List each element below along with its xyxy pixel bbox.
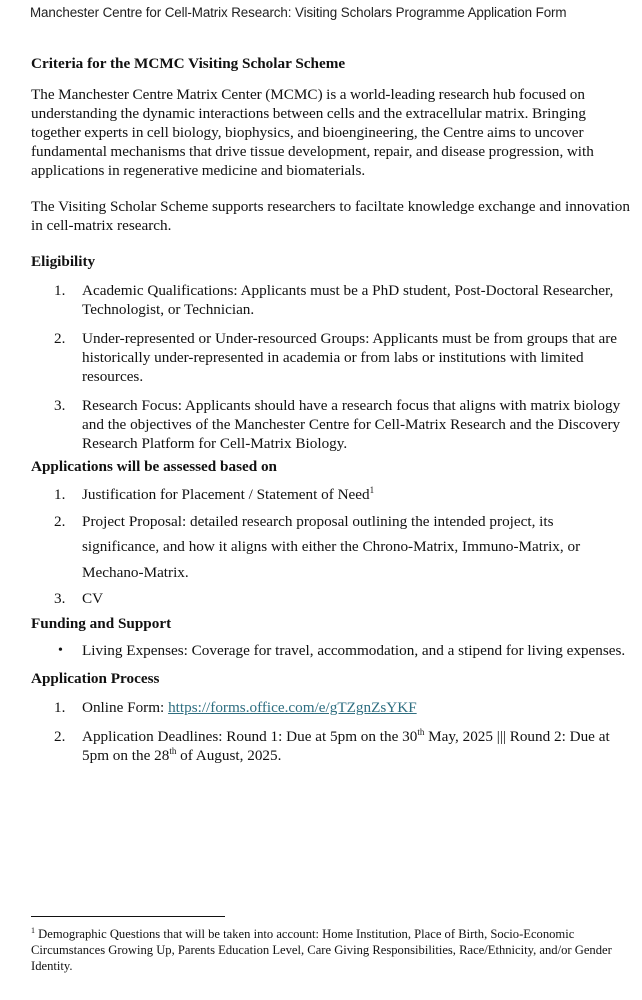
list-number: 1. xyxy=(54,698,66,716)
assessment-list xyxy=(31,482,631,612)
eligibility-item-text: Under-represented or Under-resourced Groups: Applicants must be from groups that are historically under-represented in academia or from labs or institutions with limited resources. xyxy=(82,330,618,385)
eligibility-heading: Eligibility xyxy=(31,253,96,270)
list-number: 3. xyxy=(54,397,66,414)
footnote-reference[interactable]: 1 xyxy=(369,485,375,495)
assessment-item-text: CV xyxy=(82,590,104,607)
eligibility-item-text: Research Focus: Applicants should have a research focus that aligns with matrix biology and the objectives of the Manchester Centre for Cell-Matrix Research and the Discovery Research Platform for Cell-Matrix Biology. xyxy=(82,397,621,452)
list-number: 2. xyxy=(54,330,66,347)
funding-heading: Funding and Support xyxy=(31,614,172,632)
list-number: 2. xyxy=(54,512,66,530)
eligibility-list xyxy=(31,281,631,453)
process-list xyxy=(31,698,631,765)
assessment-item xyxy=(31,482,631,508)
criteria-heading: Criteria for the MCMC Visiting Scholar Scheme xyxy=(31,55,346,72)
assessment-item xyxy=(31,586,631,612)
document-header-title: Manchester Centre for Cell-Matrix Research: Visiting Scholars Programme Application Form xyxy=(30,5,567,20)
online-form-label: Online Form: xyxy=(82,698,169,716)
intro-paragraph: The Manchester Centre Matrix Center (MCMC) is a world-leading research hub focused on understanding the dynamic interactions between cells and the extracellular matrix. Bringing together experts in cell biology, biophysics, and bioengineering, the Centre aims to uncover fundamental mechanisms that drive tissue development, repair, and disease progression, with applications in regenerative medicine and biomaterials. xyxy=(31,86,594,179)
assessment-item-text: Justification for Placement / Statement of Need xyxy=(82,486,370,503)
funding-list xyxy=(31,641,631,660)
eligibility-item xyxy=(31,329,631,386)
list-number: 1. xyxy=(54,282,66,299)
assessment-heading: Applications will be assessed based on xyxy=(31,458,278,475)
funding-item xyxy=(31,641,631,660)
deadline-text-part1: Application Deadlines: Round 1: Due at 5pm on the 30 xyxy=(82,727,418,745)
online-form-link[interactable]: https://forms.office.com/e/gTZgnZsYKF xyxy=(168,698,417,716)
footnote xyxy=(31,926,631,974)
funding-item-text: Living Expenses: Coverage for travel, accommodation, and a stipend for living expenses. xyxy=(82,641,626,659)
eligibility-item xyxy=(31,396,631,453)
process-item xyxy=(31,727,631,765)
list-number: 3. xyxy=(54,590,66,607)
assessment-item-text: Project Proposal: detailed research proposal outlining the intended project, its significance, and how it aligns with either the Chrono-Matrix, Immuno-Matrix, or Mechano-Matrix. xyxy=(82,512,581,581)
footnote-separator xyxy=(31,916,225,917)
footnote-marker: 1 xyxy=(31,926,35,935)
footnote-text: Demographic Questions that will be taken into account: Home Institution, Place of Birth, Socio-Economic Circumstances Growing Up, Parents Education Level, Care Giving Responsibilities, Race/Ethnicity, and/or Gender Identity. xyxy=(31,927,612,973)
ordinal-suffix: th xyxy=(169,745,177,756)
list-number: 1. xyxy=(54,486,66,503)
process-item xyxy=(31,698,631,717)
deadline-text-part2: May, 2025 ||| Round 2: Due at 5pm on the 28 xyxy=(82,727,610,764)
ordinal-suffix: th xyxy=(417,726,425,737)
deadline-text-part3: of August, 2025. xyxy=(176,746,282,764)
assessment-item xyxy=(31,509,631,586)
eligibility-item xyxy=(31,281,631,319)
eligibility-item-text: Academic Qualifications: Applicants must be a PhD student, Post-Doctoral Researcher, Technologist, or Technician. xyxy=(82,282,614,318)
bullet-icon: • xyxy=(58,642,63,658)
scheme-paragraph: The Visiting Scholar Scheme supports researchers to faciltate knowledge exchange and innovation in cell-matrix research. xyxy=(31,198,630,234)
list-number: 2. xyxy=(54,727,66,745)
document-body xyxy=(31,54,631,775)
process-heading: Application Process xyxy=(31,669,160,687)
